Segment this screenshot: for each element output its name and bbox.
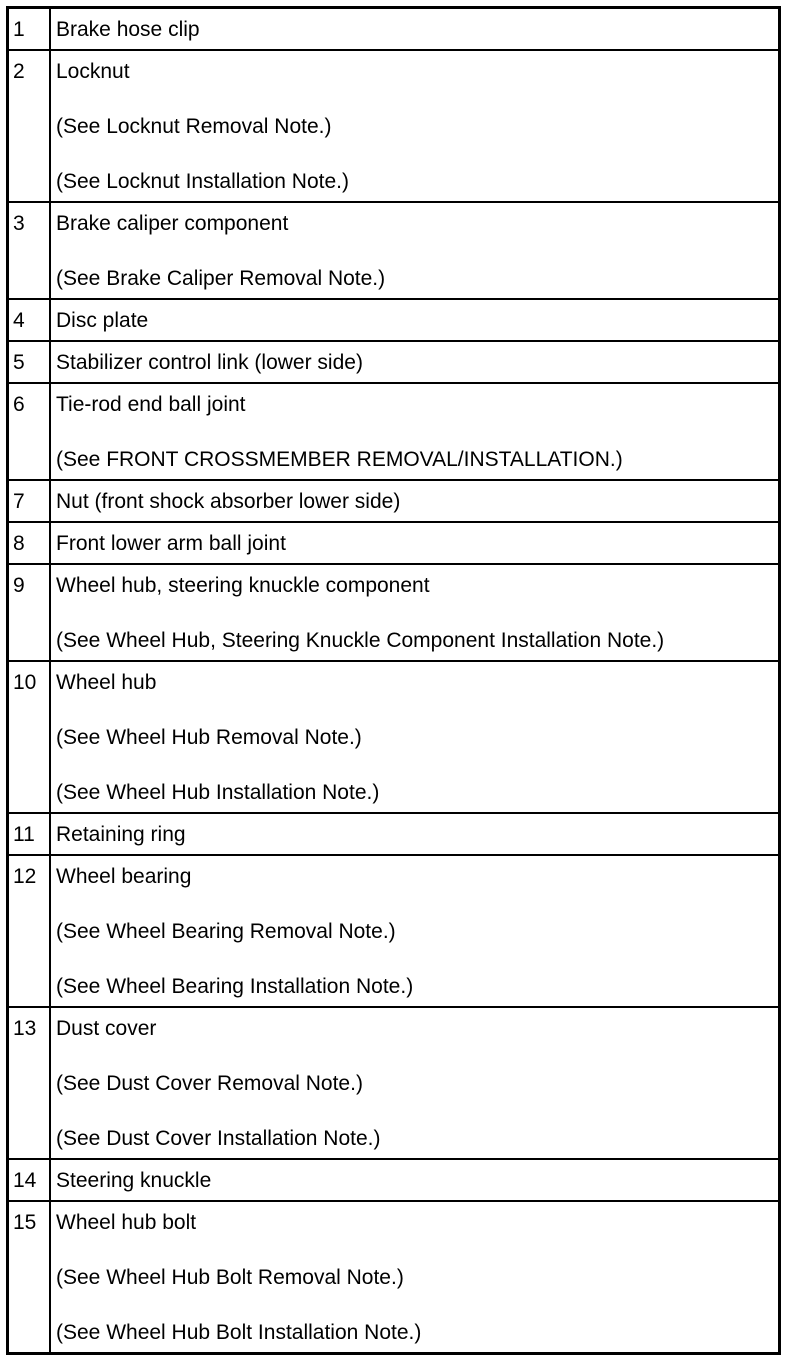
part-number-cell: [8, 522, 51, 564]
part-description-cell: [50, 480, 780, 522]
reference-note: (See Wheel Hub, Steering Knuckle Component Installation Note.): [56, 629, 665, 652]
part-number-cell: [8, 202, 51, 299]
part-name: Wheel hub, steering knuckle component: [56, 574, 430, 597]
part-number-cell: [8, 50, 51, 202]
table-row: [8, 8, 780, 51]
part-number-cell: [8, 855, 51, 1007]
part-description-cell: [50, 8, 780, 51]
part-description-cell: [50, 522, 780, 564]
part-name: Front lower arm ball joint: [56, 532, 286, 555]
part-name: Locknut: [56, 60, 130, 83]
part-description-cell: [50, 341, 780, 383]
part-description-cell: [50, 1007, 780, 1159]
reference-note: (See Dust Cover Removal Note.): [56, 1072, 363, 1095]
part-description-cell: [50, 1159, 780, 1201]
table-row: [8, 50, 780, 202]
part-number-cell: [8, 564, 51, 661]
part-name: Retaining ring: [56, 823, 186, 846]
part-name: Brake caliper component: [56, 212, 289, 235]
part-description-cell: [50, 813, 780, 855]
table-row: [8, 1201, 780, 1354]
part-description-cell: [50, 299, 780, 341]
part-number: 4: [13, 309, 25, 332]
part-name: Nut (front shock absorber lower side): [56, 490, 401, 513]
table-row: [8, 1007, 780, 1159]
reference-note: (See Wheel Bearing Removal Note.): [56, 920, 396, 943]
table-row: [8, 661, 780, 813]
reference-note: (See Wheel Bearing Installation Note.): [56, 975, 414, 998]
part-number: 10: [13, 671, 37, 694]
reference-note: (See Wheel Hub Bolt Installation Note.): [56, 1321, 422, 1344]
part-name: Wheel hub bolt: [56, 1211, 197, 1234]
table-row: [8, 299, 780, 341]
part-number: 3: [13, 212, 25, 235]
table-row: [8, 855, 780, 1007]
part-number: 14: [13, 1169, 37, 1192]
part-description-cell: [50, 564, 780, 661]
part-number: 12: [13, 865, 37, 888]
part-description-cell: [50, 383, 780, 480]
reference-note: (See FRONT CROSSMEMBER REMOVAL/INSTALLATION.): [56, 448, 623, 471]
part-number: 8: [13, 532, 25, 555]
part-description-cell: [50, 855, 780, 1007]
parts-table: [6, 6, 781, 1355]
part-description-cell: [50, 661, 780, 813]
reference-note: (See Wheel Hub Removal Note.): [56, 726, 362, 749]
table-row: [8, 813, 780, 855]
reference-note: (See Locknut Removal Note.): [56, 115, 332, 138]
part-number: 6: [13, 393, 25, 416]
part-number-cell: [8, 813, 51, 855]
part-name: Disc plate: [56, 309, 149, 332]
part-number-cell: [8, 341, 51, 383]
part-number-cell: [8, 383, 51, 480]
part-name: Brake hose clip: [56, 18, 200, 41]
table-row: [8, 341, 780, 383]
part-number: 11: [13, 823, 35, 846]
part-description-cell: [50, 202, 780, 299]
part-number-cell: [8, 8, 51, 51]
part-number: 7: [13, 490, 25, 513]
part-name: Wheel hub: [56, 671, 157, 694]
part-number: 2: [13, 60, 25, 83]
table-row: [8, 202, 780, 299]
reference-note: (See Dust Cover Installation Note.): [56, 1127, 381, 1150]
part-number-cell: [8, 1159, 51, 1201]
part-name: Tie-rod end ball joint: [56, 393, 246, 416]
reference-note: (See Wheel Hub Installation Note.): [56, 781, 380, 804]
part-number-cell: [8, 1201, 51, 1354]
part-number-cell: [8, 480, 51, 522]
table-row: [8, 522, 780, 564]
table-row: [8, 1159, 780, 1201]
part-name: Stabilizer control link (lower side): [56, 351, 363, 374]
table-row: [8, 480, 780, 522]
part-number-cell: [8, 299, 51, 341]
reference-note: (See Wheel Hub Bolt Removal Note.): [56, 1266, 404, 1289]
reference-note: (See Locknut Installation Note.): [56, 170, 349, 193]
part-name: Wheel bearing: [56, 865, 192, 888]
part-description-cell: [50, 1201, 780, 1354]
part-description-cell: [50, 50, 780, 202]
part-name: Dust cover: [56, 1017, 157, 1040]
table-row: [8, 383, 780, 480]
part-name: Steering knuckle: [56, 1169, 212, 1192]
part-number: 15: [13, 1211, 37, 1234]
parts-table-body: [8, 8, 780, 1354]
part-number-cell: [8, 1007, 51, 1159]
part-number: 9: [13, 574, 25, 597]
part-number: 5: [13, 351, 25, 374]
part-number-cell: [8, 661, 51, 813]
part-number: 1: [13, 18, 25, 41]
reference-note: (See Brake Caliper Removal Note.): [56, 267, 386, 290]
table-row: [8, 564, 780, 661]
part-number: 13: [13, 1017, 37, 1040]
